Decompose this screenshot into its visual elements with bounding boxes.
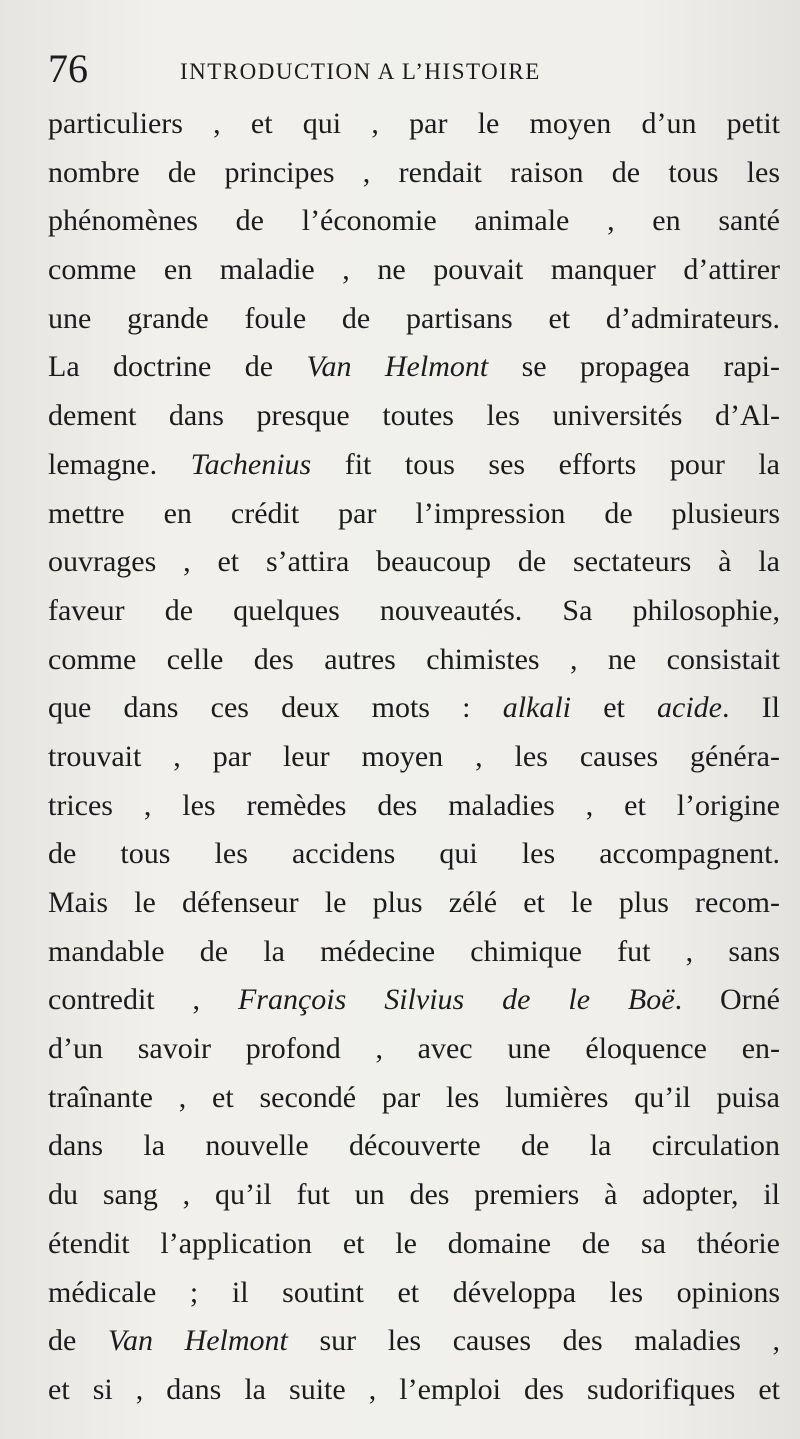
running-title: INTRODUCTION A L’HISTOIRE bbox=[180, 59, 541, 84]
text-segment: dement dans presque toutes les universités d’Al- bbox=[48, 399, 780, 433]
text-segment: La doctrine de bbox=[48, 350, 307, 384]
text-segment: . Orné bbox=[674, 983, 780, 1017]
text-segment: une grande foule de partisans et d’admirateurs. bbox=[48, 301, 780, 335]
text-line bbox=[48, 392, 780, 441]
text-segment: contredit , bbox=[48, 983, 238, 1017]
text-line bbox=[48, 197, 780, 246]
page-header bbox=[48, 44, 768, 94]
text-line bbox=[48, 538, 780, 587]
text-line bbox=[48, 879, 780, 928]
text-line bbox=[48, 1317, 780, 1366]
text-line bbox=[48, 1074, 780, 1123]
text-segment: d’un savoir profond , avec une éloquence en- bbox=[48, 1032, 780, 1066]
text-segment: lemagne. bbox=[48, 447, 191, 481]
page-number: 76 bbox=[48, 46, 88, 91]
text-line bbox=[48, 490, 780, 539]
text-segment: comme en maladie , ne pouvait manquer d’attirer bbox=[48, 253, 780, 287]
text-line bbox=[48, 1025, 780, 1074]
text-segment: trices , les remèdes des maladies , et l’origine bbox=[48, 788, 780, 822]
text-segment: faveur de quelques nouveautés. Sa philosophie, bbox=[48, 593, 780, 627]
text-line bbox=[48, 246, 780, 295]
italic-name: acide bbox=[657, 691, 722, 725]
text-segment: . Il bbox=[722, 691, 780, 725]
text-segment: que dans ces deux mots : bbox=[48, 691, 503, 725]
text-segment: et si , dans la suite , l’emploi des sudorifiques et bbox=[48, 1372, 780, 1406]
italic-name: alkali bbox=[502, 691, 572, 725]
italic-name: Van Helmont bbox=[107, 1324, 288, 1358]
text-segment: médicale ; il soutint et développa les opinions bbox=[48, 1275, 780, 1309]
text-segment: de bbox=[48, 1324, 108, 1358]
text-line bbox=[48, 149, 780, 198]
text-line bbox=[48, 928, 780, 977]
text-segment: sur les causes des maladies , bbox=[287, 1324, 780, 1358]
text-line bbox=[48, 1122, 780, 1171]
text-line bbox=[48, 830, 780, 879]
italic-name: Tachenius bbox=[190, 447, 312, 481]
text-line bbox=[48, 1366, 780, 1415]
body-text bbox=[48, 100, 780, 1415]
text-line bbox=[48, 587, 780, 636]
text-line bbox=[48, 1220, 780, 1269]
text-line bbox=[48, 100, 780, 149]
text-line bbox=[48, 684, 780, 733]
text-line bbox=[48, 295, 780, 344]
text-segment: nombre de principes , rendait raison de tous les bbox=[48, 155, 780, 189]
text-segment: de tous les accidens qui les accompagnent. bbox=[48, 837, 780, 871]
italic-name: François Silvius de le Boë bbox=[237, 983, 675, 1017]
text-segment: mandable de la médecine chimique fut , sans bbox=[48, 934, 780, 968]
text-segment: se propagea rapi- bbox=[488, 350, 780, 384]
text-line bbox=[48, 441, 780, 490]
text-segment: du sang , qu’il fut un des premiers à adopter, il bbox=[48, 1178, 780, 1212]
text-segment: dans la nouvelle découverte de la circulation bbox=[48, 1129, 780, 1163]
text-line bbox=[48, 976, 780, 1025]
text-segment: traînante , et secondé par les lumières qu’il puisa bbox=[48, 1080, 780, 1114]
text-line bbox=[48, 636, 780, 685]
text-line bbox=[48, 1269, 780, 1318]
italic-name: Van Helmont bbox=[306, 350, 489, 384]
text-segment: comme celle des autres chimistes , ne consistait bbox=[48, 642, 780, 676]
text-line bbox=[48, 782, 780, 831]
text-segment: phénomènes de l’économie animale , en santé bbox=[48, 204, 780, 238]
text-line bbox=[48, 343, 780, 392]
text-segment: ouvrages , et s’attira beaucoup de sectateurs à la bbox=[48, 545, 780, 579]
text-segment: mettre en crédit par l’impression de plusieurs bbox=[48, 496, 780, 530]
text-segment: fit tous ses efforts pour la bbox=[311, 447, 780, 481]
text-segment: trouvait , par leur moyen , les causes généra- bbox=[48, 739, 780, 773]
text-segment: étendit l’application et le domaine de sa théorie bbox=[48, 1226, 780, 1260]
text-line bbox=[48, 733, 780, 782]
text-line bbox=[48, 1171, 780, 1220]
text-segment: et bbox=[571, 691, 658, 725]
text-segment: particuliers , et qui , par le moyen d’un petit bbox=[48, 107, 780, 140]
text-segment: Mais le défenseur le plus zélé et le plus recom- bbox=[48, 886, 780, 919]
